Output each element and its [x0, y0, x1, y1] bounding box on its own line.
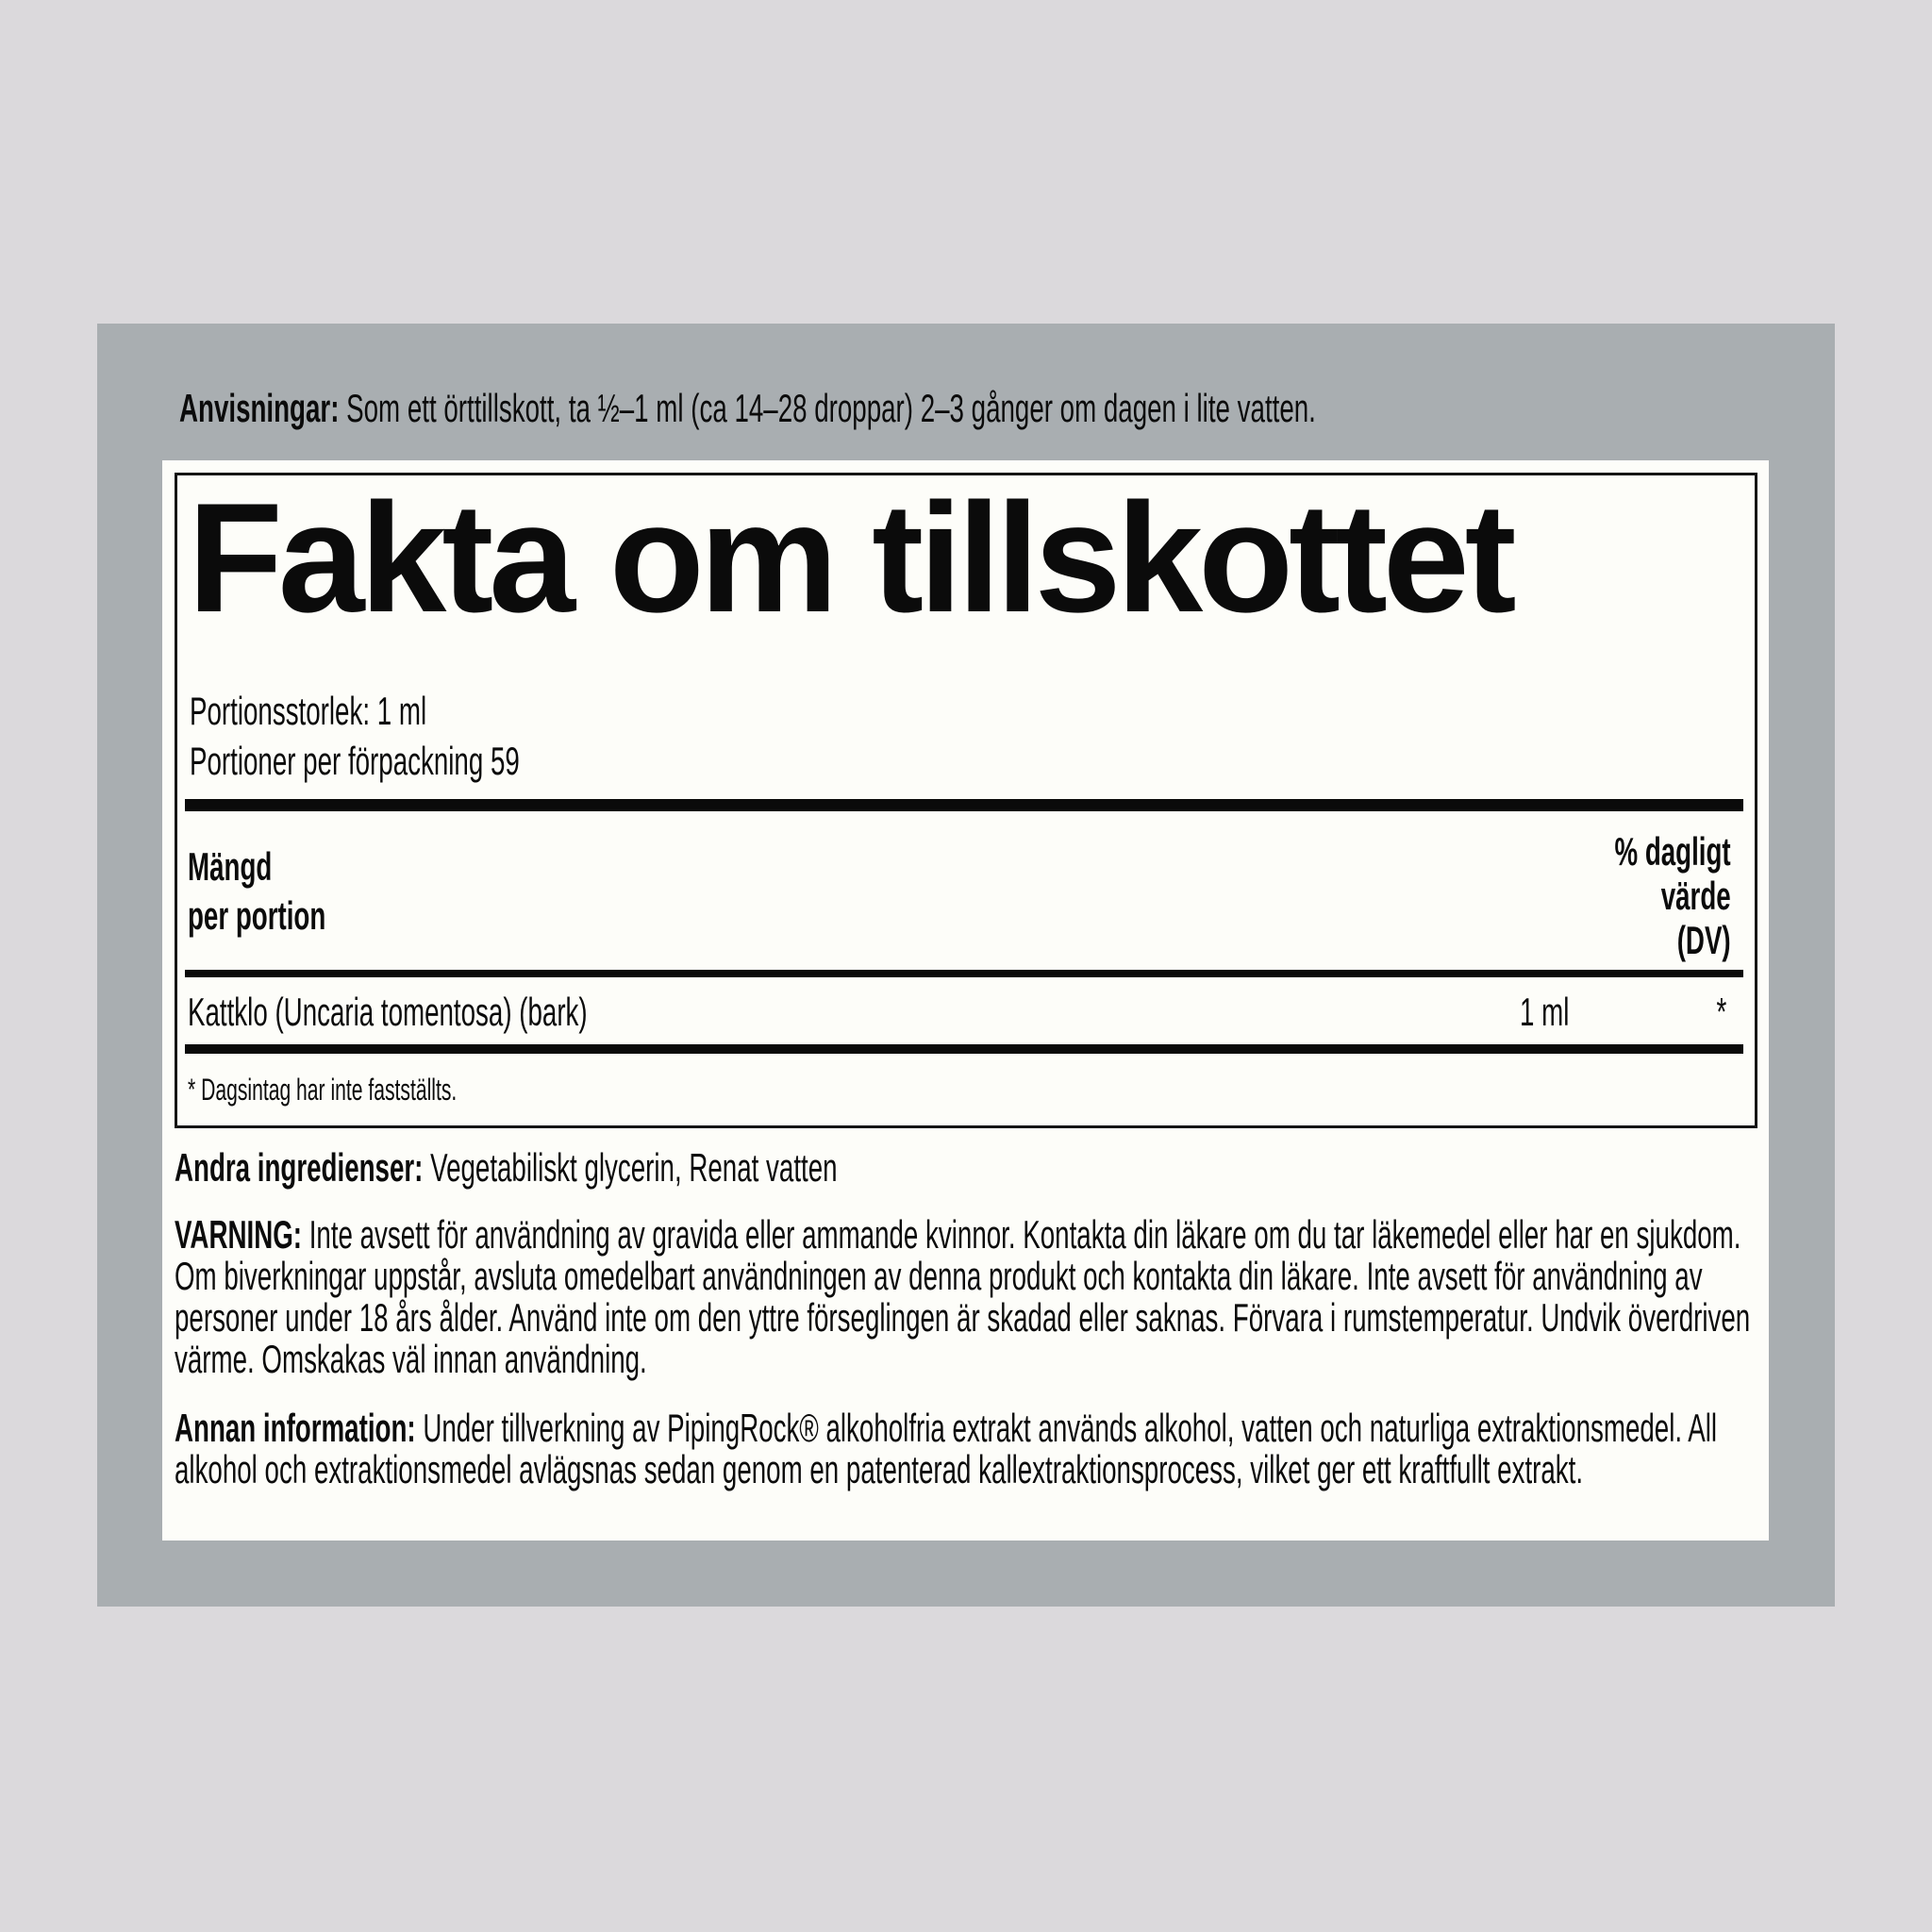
- dv-header-line1: % dagligt: [1614, 829, 1731, 874]
- directions-line: [179, 388, 1932, 429]
- other-info-paragraph: [175, 1407, 1752, 1491]
- header-rule: [185, 970, 1743, 977]
- directions-text: Som ett örttillskott, ta ½–1 ml (ca 14–28 droppar) 2–3 gånger om dagen i lite vatten.: [339, 386, 1316, 430]
- other-ingredients-line: [175, 1147, 1932, 1189]
- warning-text: Inte avsett för användning av gravida eller ammande kvinnor. Kontakta din läkare om du tar läkemedel eller har en sjukdom. Om biverkningar uppstår, avsluta omedelbart användningen av denna produkt och kontakta din läkare. Inte avsett för användning av personer under 18 års ålder. Använd inte om den yttre förseglingen är skadad eller saknas. Förvara i rumstemperatur. Undvik överdriven värme. Omskakas väl innan användning.: [175, 1212, 1751, 1381]
- amount-header: [188, 842, 748, 941]
- dv-header: [1615, 829, 1731, 962]
- serving-size: Portionsstorlek: 1 ml: [190, 689, 427, 733]
- other-info-label: Annan information:: [175, 1406, 416, 1450]
- ingredient-row-amount: 1 ml: [1519, 990, 1569, 1034]
- other-ingredients-label: Andra ingredienser:: [175, 1145, 424, 1190]
- other-ingredients-text: Vegetabiliskt glycerin, Renat vatten: [423, 1145, 838, 1190]
- ingredient-row-dv: *: [1716, 990, 1726, 1034]
- dv-header-line2: värde: [1661, 874, 1731, 918]
- supplement-facts-title: Fakta om tillskottet: [188, 471, 1512, 644]
- thick-rule-bottom: [185, 1044, 1743, 1054]
- servings-per-container: Portioner per förpackning 59: [190, 739, 520, 783]
- dv-footnote: * Dagsintag har inte fastställts.: [188, 1073, 458, 1107]
- warning-paragraph: [175, 1214, 1752, 1380]
- ingredient-row-name: Kattklo (Uncaria tomentosa) (bark): [188, 990, 588, 1034]
- amount-header-line1: Mängd: [188, 844, 273, 889]
- warning-label: VARNING:: [175, 1212, 303, 1257]
- thick-rule-top: [185, 799, 1743, 811]
- other-info-text: Under tillverkning av PipingRock® alkoholfria extrakt används alkohol, vatten och naturliga extraktionsmedel. All alkohol och extraktionsmedel avlägsnas sedan genom en patenterad kallextraktionsprocess, vilket ger ett kraftfullt extrakt.: [175, 1406, 1718, 1491]
- dv-header-line3: (DV): [1677, 918, 1731, 962]
- amount-header-line2: per portion: [188, 893, 326, 938]
- directions-label: Anvisningar:: [179, 386, 340, 430]
